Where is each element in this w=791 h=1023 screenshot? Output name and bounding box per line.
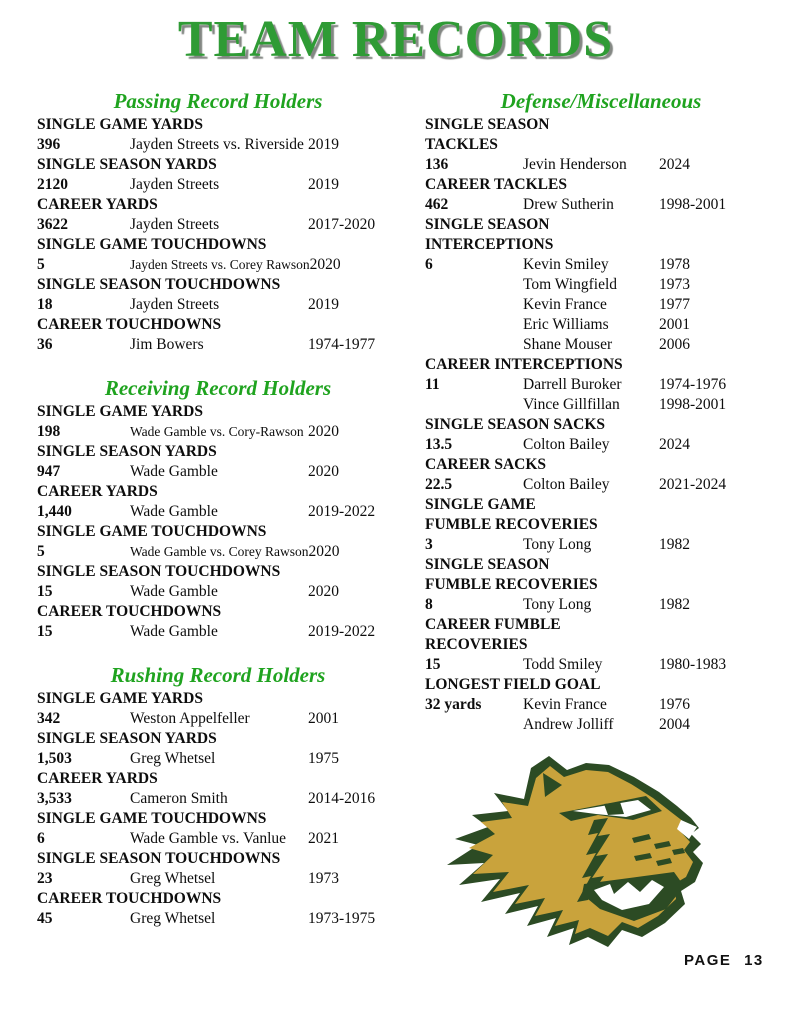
record-row bbox=[425, 595, 777, 615]
category-label-line: SINGLE SEASON YARDS bbox=[37, 730, 217, 747]
record-row bbox=[37, 295, 399, 315]
record-holder-name: Vince Gillfillan bbox=[523, 396, 620, 413]
category-label bbox=[37, 402, 399, 422]
record-value: 342 bbox=[37, 710, 61, 727]
record-years: 2020 bbox=[308, 543, 340, 560]
record-years: 1978 bbox=[659, 256, 690, 273]
category-label bbox=[425, 495, 777, 535]
record-row bbox=[37, 709, 399, 729]
record-holder-name: Jayden Streets bbox=[130, 296, 220, 313]
record-row bbox=[425, 155, 777, 175]
record-holder-name: Jayden Streets bbox=[130, 176, 220, 193]
category-label-line: CAREER YARDS bbox=[37, 196, 158, 213]
record-years: 1976 bbox=[659, 696, 690, 713]
record-holder-name: Colton Bailey bbox=[523, 476, 610, 493]
record-value: 396 bbox=[37, 136, 61, 153]
record-row bbox=[425, 295, 777, 315]
record-years: 1982 bbox=[659, 596, 690, 613]
record-holder-name: Jayden Streets bbox=[130, 216, 220, 233]
category-label-line: SINGLE GAME TOUCHDOWNS bbox=[37, 810, 267, 827]
record-years: 1998-2001 bbox=[659, 196, 727, 213]
record-years: 2019-2022 bbox=[308, 503, 376, 520]
category-label bbox=[37, 155, 399, 175]
category-label bbox=[37, 275, 399, 295]
record-years: 2020 bbox=[308, 583, 339, 600]
record-holder-name: Greg Whetsel bbox=[130, 870, 216, 887]
category-label-line: SINGLE SEASON TOUCHDOWNS bbox=[37, 850, 281, 867]
category-label bbox=[37, 115, 399, 135]
record-years: 1998-2001 bbox=[659, 396, 727, 413]
record-row bbox=[37, 255, 399, 275]
wildcat-mascot-image bbox=[436, 754, 758, 959]
record-value: 18 bbox=[37, 296, 53, 313]
record-row bbox=[37, 869, 399, 889]
section-heading: Rushing Record Holders bbox=[110, 663, 326, 687]
category-label-line: SINGLE SEASON SACKS bbox=[425, 416, 606, 433]
category-label bbox=[37, 809, 399, 829]
category-label-line: CAREER TOUCHDOWNS bbox=[37, 603, 222, 620]
category-label bbox=[37, 729, 399, 749]
category-label bbox=[37, 769, 399, 789]
record-holder-name: Wade Gamble vs. Cory-Rawson bbox=[130, 424, 304, 439]
record-value: 15 bbox=[425, 656, 441, 673]
record-holder-name: Wade Gamble bbox=[130, 503, 218, 520]
record-value: 5 bbox=[37, 543, 45, 560]
category-label-line: SINGLE GAME TOUCHDOWNS bbox=[37, 236, 267, 253]
record-years: 2019-2022 bbox=[308, 623, 376, 640]
category-label bbox=[425, 455, 777, 475]
category-label-line: SINGLE GAME bbox=[425, 496, 536, 513]
record-value: 6 bbox=[37, 830, 45, 847]
category-label-line: CAREER FUMBLE bbox=[425, 616, 561, 633]
record-years: 1973-1975 bbox=[308, 910, 376, 927]
record-holder-name: Jim Bowers bbox=[130, 336, 204, 353]
record-value: 3 bbox=[425, 536, 433, 553]
record-row bbox=[37, 749, 399, 769]
record-years: 2014-2016 bbox=[308, 790, 376, 807]
record-row bbox=[425, 435, 777, 455]
page-number: PAGE 13 bbox=[684, 952, 764, 969]
record-row bbox=[37, 335, 399, 355]
record-years: 2001 bbox=[659, 316, 690, 333]
record-holder-name: Todd Smiley bbox=[523, 656, 603, 673]
category-label bbox=[37, 235, 399, 255]
section-defense-miscellaneous bbox=[425, 88, 777, 735]
record-value: 947 bbox=[37, 463, 61, 480]
page-title: TEAM RECORDS bbox=[177, 11, 614, 68]
record-holder-name: Kevin France bbox=[523, 296, 607, 313]
category-label-line: FUMBLE RECOVERIES bbox=[425, 516, 598, 533]
record-years: 2019 bbox=[308, 176, 339, 193]
record-holder-name: Drew Sutherin bbox=[523, 196, 614, 213]
record-holder-name: Darrell Buroker bbox=[523, 376, 622, 393]
record-value: 3622 bbox=[37, 216, 68, 233]
record-holder-name: Wade Gamble vs. Corey Rawson bbox=[130, 544, 309, 559]
record-row bbox=[37, 135, 399, 155]
record-row bbox=[425, 475, 777, 495]
category-label-line: SINGLE SEASON bbox=[425, 116, 550, 133]
section-passing-record-holders bbox=[37, 88, 399, 355]
category-label bbox=[37, 689, 399, 709]
record-row bbox=[425, 335, 777, 355]
record-row bbox=[37, 789, 399, 809]
record-value: 32 yards bbox=[425, 696, 482, 713]
category-label-line: CAREER TOUCHDOWNS bbox=[37, 890, 222, 907]
record-holder-name: Kevin Smiley bbox=[523, 256, 609, 273]
left-column bbox=[37, 88, 399, 929]
category-label-line: CAREER SACKS bbox=[425, 456, 547, 473]
record-value: 36 bbox=[37, 336, 53, 353]
section-heading: Defense/Miscellaneous bbox=[500, 89, 702, 113]
record-row bbox=[425, 715, 777, 735]
section-heading: Passing Record Holders bbox=[113, 89, 323, 113]
category-label bbox=[425, 215, 777, 255]
category-label-line: CAREER YARDS bbox=[37, 770, 158, 787]
record-value: 11 bbox=[425, 376, 440, 393]
record-row bbox=[37, 502, 399, 522]
category-label bbox=[37, 562, 399, 582]
record-holder-name: Kevin France bbox=[523, 696, 607, 713]
record-value: 2120 bbox=[37, 176, 68, 193]
record-holder-name: Wade Gamble bbox=[130, 463, 218, 480]
record-holder-name: Wade Gamble bbox=[130, 583, 218, 600]
record-row bbox=[425, 655, 777, 675]
right-column bbox=[425, 88, 777, 735]
record-years: 1982 bbox=[659, 536, 690, 553]
record-row bbox=[425, 315, 777, 335]
record-value: 8 bbox=[425, 596, 433, 613]
section-rushing-record-holders bbox=[37, 662, 399, 929]
category-label-line: CAREER INTERCEPTIONS bbox=[425, 356, 623, 373]
record-years: 2021-2024 bbox=[659, 476, 727, 493]
category-label bbox=[425, 675, 777, 695]
category-label bbox=[425, 415, 777, 435]
record-row bbox=[37, 829, 399, 849]
category-label bbox=[425, 555, 777, 595]
record-years: 2020 bbox=[309, 256, 341, 273]
record-value: 45 bbox=[37, 910, 53, 927]
record-row bbox=[37, 215, 399, 235]
record-row bbox=[37, 622, 399, 642]
record-holder-name: Eric Williams bbox=[523, 316, 609, 333]
record-value: 3,533 bbox=[37, 790, 72, 807]
section-receiving-record-holders bbox=[37, 375, 399, 642]
category-label-line: CAREER TACKLES bbox=[425, 176, 567, 193]
record-years: 1977 bbox=[659, 296, 690, 313]
record-row bbox=[425, 195, 777, 215]
record-holder-name: Jayden Streets vs. Riverside bbox=[130, 136, 304, 153]
record-years: 1973 bbox=[308, 870, 339, 887]
record-years: 2021 bbox=[308, 830, 339, 847]
category-label bbox=[37, 315, 399, 335]
record-holder-name: Tom Wingfield bbox=[523, 276, 618, 293]
record-years: 2006 bbox=[659, 336, 690, 353]
record-value: 15 bbox=[37, 583, 53, 600]
category-label-line: CAREER TOUCHDOWNS bbox=[37, 316, 222, 333]
category-label bbox=[37, 889, 399, 909]
record-holder-name: Wade Gamble vs. Vanlue bbox=[130, 830, 287, 847]
record-row bbox=[425, 255, 777, 275]
category-label-line: FUMBLE RECOVERIES bbox=[425, 576, 598, 593]
record-years: 2004 bbox=[659, 716, 690, 733]
record-years: 2020 bbox=[308, 423, 339, 440]
record-holder-name: Tony Long bbox=[523, 536, 592, 553]
record-value: 1,503 bbox=[37, 750, 72, 767]
category-label-line: SINGLE GAME YARDS bbox=[37, 116, 203, 133]
record-years: 1973 bbox=[659, 276, 690, 293]
category-label bbox=[37, 602, 399, 622]
category-label-line: INTERCEPTIONS bbox=[425, 236, 554, 253]
record-value: 22.5 bbox=[425, 476, 453, 493]
category-label-line: SINGLE SEASON YARDS bbox=[37, 156, 217, 173]
record-row bbox=[425, 535, 777, 555]
record-value: 23 bbox=[37, 870, 53, 887]
category-label-line: SINGLE GAME TOUCHDOWNS bbox=[37, 523, 267, 540]
record-holder-name: Greg Whetsel bbox=[130, 750, 216, 767]
record-holder-name: Jayden Streets vs. Corey Rawson bbox=[130, 257, 310, 272]
record-holder-name: Andrew Jolliff bbox=[523, 716, 614, 733]
record-value: 5 bbox=[37, 256, 45, 273]
record-years: 2017-2020 bbox=[308, 216, 376, 233]
record-holder-name: Colton Bailey bbox=[523, 436, 610, 453]
record-value: 6 bbox=[425, 256, 433, 273]
category-label bbox=[37, 195, 399, 215]
category-label bbox=[425, 615, 777, 655]
record-years: 1974-1977 bbox=[308, 336, 376, 353]
record-years: 2019 bbox=[308, 136, 339, 153]
record-value: 462 bbox=[425, 196, 449, 213]
record-row bbox=[37, 582, 399, 602]
category-label-line: SINGLE SEASON YARDS bbox=[37, 443, 217, 460]
record-holder-name: Weston Appelfeller bbox=[130, 710, 250, 727]
record-years: 1980-1983 bbox=[659, 656, 727, 673]
record-value: 15 bbox=[37, 623, 53, 640]
record-years: 2019 bbox=[308, 296, 339, 313]
record-holder-name: Greg Whetsel bbox=[130, 910, 216, 927]
category-label-line: SINGLE GAME YARDS bbox=[37, 403, 203, 420]
record-holder-name: Tony Long bbox=[523, 596, 592, 613]
category-label-line: SINGLE SEASON bbox=[425, 216, 550, 233]
record-value: 1,440 bbox=[37, 503, 72, 520]
category-label bbox=[37, 442, 399, 462]
category-label bbox=[425, 355, 777, 375]
category-label-line: TACKLES bbox=[425, 136, 498, 153]
record-row bbox=[425, 695, 777, 715]
record-row bbox=[37, 462, 399, 482]
record-value: 13.5 bbox=[425, 436, 453, 453]
category-label-line: SINGLE SEASON bbox=[425, 556, 550, 573]
record-row bbox=[425, 275, 777, 295]
category-label-line: SINGLE SEASON TOUCHDOWNS bbox=[37, 563, 281, 580]
record-row bbox=[425, 375, 777, 395]
record-row bbox=[425, 395, 777, 415]
category-label bbox=[37, 482, 399, 502]
record-row bbox=[37, 542, 399, 562]
section-heading: Receiving Record Holders bbox=[104, 376, 332, 400]
category-label bbox=[425, 175, 777, 195]
category-label bbox=[425, 115, 777, 155]
category-label-line: RECOVERIES bbox=[425, 636, 528, 653]
category-label-line: CAREER YARDS bbox=[37, 483, 158, 500]
record-holder-name: Shane Mouser bbox=[523, 336, 613, 353]
category-label-line: SINGLE SEASON TOUCHDOWNS bbox=[37, 276, 281, 293]
record-holder-name: Jevin Henderson bbox=[523, 156, 627, 173]
record-row bbox=[37, 175, 399, 195]
record-row bbox=[37, 909, 399, 929]
record-years: 2020 bbox=[308, 463, 339, 480]
record-years: 2024 bbox=[659, 436, 690, 453]
record-years: 2001 bbox=[308, 710, 339, 727]
record-years: 1974-1976 bbox=[659, 376, 727, 393]
record-value: 198 bbox=[37, 423, 61, 440]
record-holder-name: Wade Gamble bbox=[130, 623, 218, 640]
category-label bbox=[37, 849, 399, 869]
record-years: 2024 bbox=[659, 156, 690, 173]
record-holder-name: Cameron Smith bbox=[130, 790, 228, 807]
record-years: 1975 bbox=[308, 750, 339, 767]
category-label bbox=[37, 522, 399, 542]
category-label-line: LONGEST FIELD GOAL bbox=[425, 676, 601, 693]
record-value: 136 bbox=[425, 156, 449, 173]
category-label-line: SINGLE GAME YARDS bbox=[37, 690, 203, 707]
record-row bbox=[37, 422, 399, 442]
